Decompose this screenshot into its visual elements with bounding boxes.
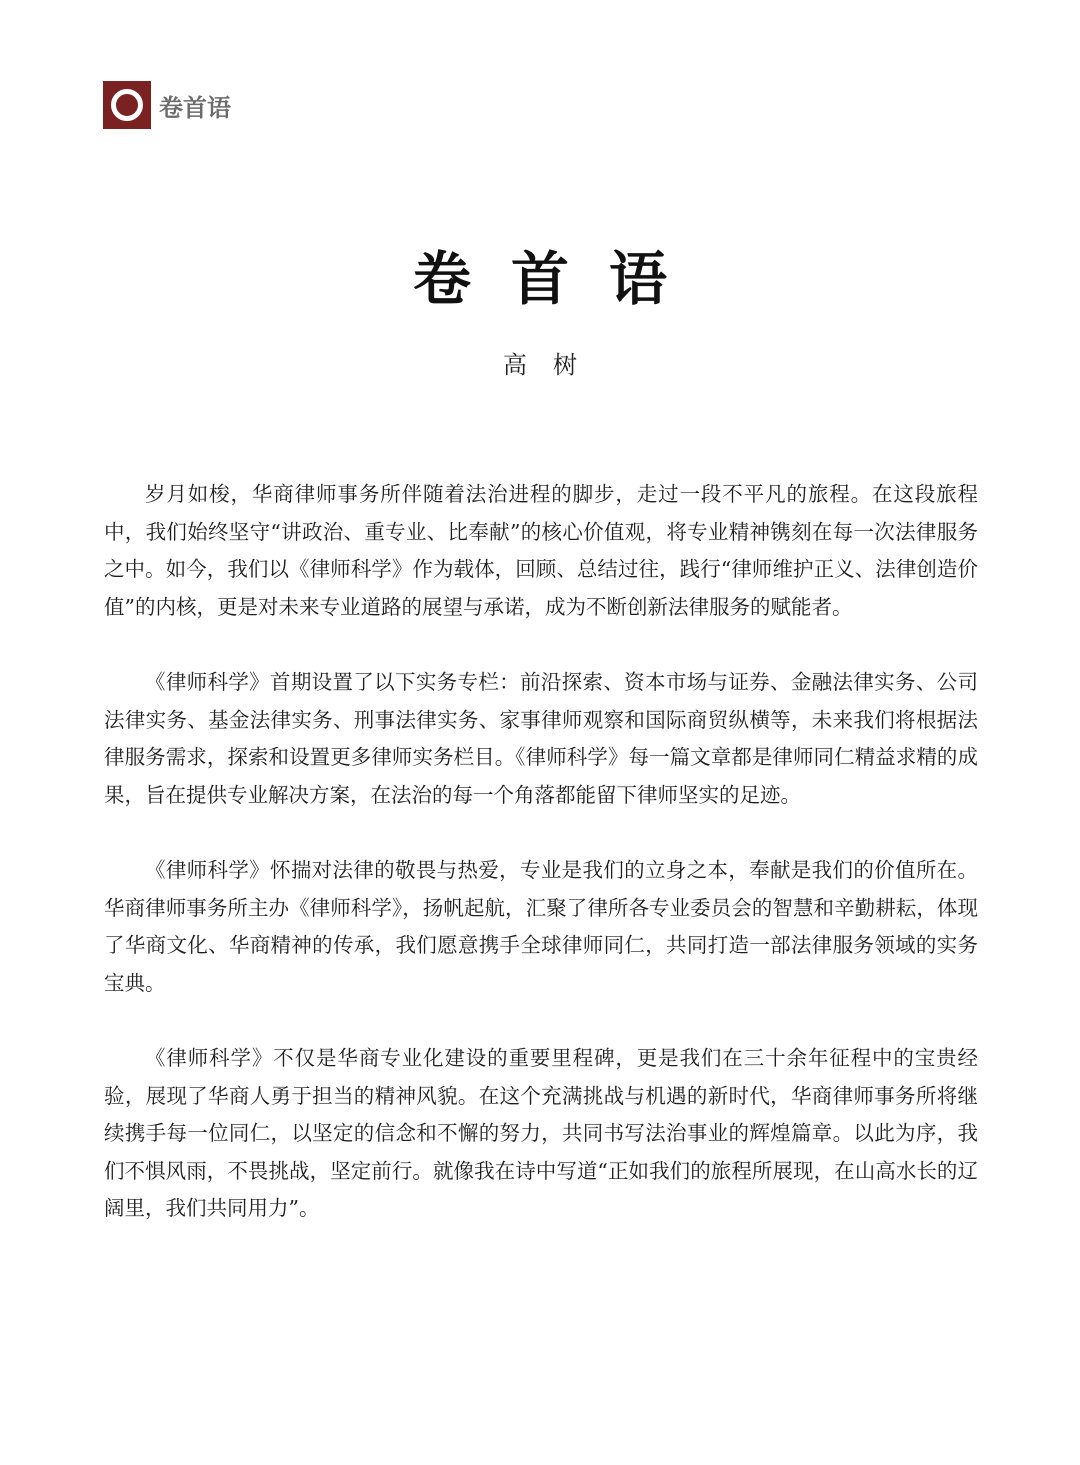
page-title: 卷首语 [412, 245, 707, 313]
logo-mark-icon [103, 81, 151, 129]
article-body [104, 476, 978, 1266]
logo-ring [111, 89, 143, 121]
author-name: 高树 [503, 351, 603, 379]
paragraph-3: 《律师科学》怀揣对法律的敬畏与热爱，专业是我们的立身之本，奉献是我们的价值所在。华商律师事务所主办《律师科学》，扬帆起航，汇聚了律所各专业委员会的智慧和辛勤耕耘，体现了华商文化、华商精神的传承，我们愿意携手全球律师同仁，共同打造一部法律服务领域的实务宝典。 [104, 858, 978, 995]
paragraph-4: 《律师科学》不仅是华商专业化建设的重要里程碑，更是我们在三十余年征程中的宝贵经验，展现了华商人勇于担当的精神风貌。在这个充满挑战与机遇的新时代，华商律师事务所将继续携手每一位同仁，以坚定的信念和不懈的努力，共同书写法治事业的辉煌篇章。以此为序，我们不惧风雨，不畏挑战，坚定前行。就像我在诗中写道“正如我们的旅程所展现，在山高水长的辽阔里，我们共同用力”。 [104, 1046, 978, 1220]
logo-text: 卷首语 [159, 93, 231, 122]
paragraph-1: 岁月如梭，华商律师事务所伴随着法治进程的脚步，走过一段不平凡的旅程。在这段旅程中，我们始终坚守“讲政治、重专业、比奉献”的核心价值观，将专业精神镌刻在每一次法律服务之中。如今，我们以《律师科学》作为载体，回顾、总结过往，践行“律师维护正义、法律创造价值”的内核，更是对未来专业道路的展望与承诺，成为不断创新法律服务的赋能者。 [104, 482, 978, 619]
paragraph-2: 《律师科学》首期设置了以下实务专栏：前沿探索、资本市场与证券、金融法律实务、公司法律实务、基金法律实务、刑事法律实务、家事律师观察和国际商贸纵横等，未来我们将根据法律服务需求，探索和设置更多律师实务栏目。《律师科学》每一篇文章都是律师同仁精益求精的成果，旨在提供专业解决方案，在法治的每一个角落都能留下律师坚实的足迹。 [104, 670, 978, 807]
section-logo [103, 81, 231, 129]
